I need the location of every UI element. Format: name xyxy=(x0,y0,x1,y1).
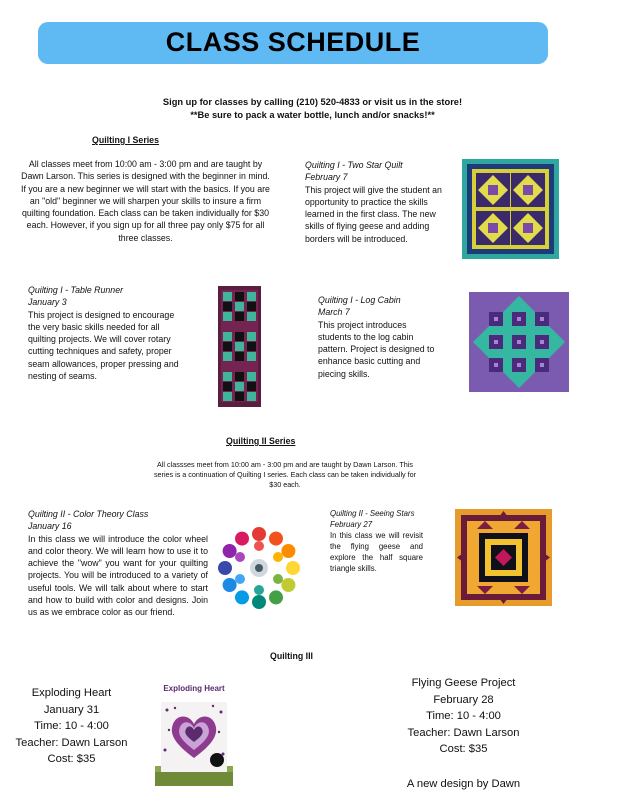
flying-geese-note: A new design by Dawn xyxy=(406,778,521,790)
signup-info xyxy=(100,96,525,122)
class-description: In this class we will revisit the flying geese and explore the half square triangle skills. xyxy=(330,531,423,573)
image-caption: Exploding Heart xyxy=(163,684,225,693)
class-date: January 31 xyxy=(43,703,100,716)
class-title: Quilting II - Color Theory Class xyxy=(28,509,149,519)
class-time: Time: 10 - 4:00 xyxy=(34,720,109,732)
quilting-1-intro: All classes meet from 10:00 am - 3:00 pm and are taught by Dawn Larson. This series is designed with the beginner in mind. If you are a new beginner we will start with the basics. If you are an "old" beginner we will sharpen your skills to insure a firm quilting foundation. Each class can be taken individually for $30 each. However, if you sign up for all three pay only $75 for all three classes. xyxy=(21,159,270,243)
class-description: This project introduces students to the log cabin pattern. Project is designed to enhance basic cutting and piecing skills. xyxy=(318,319,435,379)
class-teacher: Teacher: Dawn Larson xyxy=(407,726,520,739)
exploding-heart-image xyxy=(155,680,233,786)
exploding-heart-info xyxy=(4,685,139,768)
class-date: February 28 xyxy=(433,693,494,706)
log-cabin-image xyxy=(469,292,569,392)
class-title: Quilting I - Two Star Quilt xyxy=(305,160,403,170)
class-log-cabin xyxy=(318,294,440,380)
seeing-stars-image xyxy=(455,509,552,606)
class-description: This project is designed to encourage the very basic skills needed for all quilting projects. We will cover rotary cutting techniques and safety, proper seam allowances, proper pressing and nesting of seams. xyxy=(28,309,179,382)
class-date: March 7 xyxy=(318,307,350,318)
quilting-2-heading: Quilting II Series xyxy=(226,436,296,446)
class-date: February 27 xyxy=(330,520,373,529)
class-cost: Cost: $35 xyxy=(439,743,488,755)
class-cost: Cost: $35 xyxy=(47,753,96,765)
class-time: Time: 10 - 4:00 xyxy=(426,710,501,722)
class-table-runner xyxy=(28,284,188,382)
page-title: CLASS SCHEDULE xyxy=(38,22,548,64)
class-seeing-stars xyxy=(330,508,423,574)
two-star-quilt-image xyxy=(462,159,559,259)
class-teacher: Teacher: Dawn Larson xyxy=(15,736,128,749)
class-two-star xyxy=(305,159,455,245)
class-date: January 3 xyxy=(28,297,67,308)
flying-geese-info xyxy=(396,675,531,758)
class-date: February 7 xyxy=(305,172,348,183)
quilting-2-intro: All classses meet from 10:00 am - 3:00 pm and are taught by Dawn Larson. This series is a continuation of Quilting I series. Each class can be taken individually for $30 each. xyxy=(153,460,417,489)
class-title: Exploding Heart xyxy=(31,687,112,699)
quilting-3-heading: Quilting III xyxy=(270,651,314,661)
class-title: Quilting II - Seeing Stars xyxy=(330,509,415,518)
quilting-1-heading: Quilting I Series xyxy=(92,135,159,145)
signup-note: **Be sure to pack a water bottle, lunch and/or snacks!** xyxy=(190,110,435,120)
class-date: January 16 xyxy=(28,521,72,532)
signup-line: Sign up for classes by calling (210) 520-4833 or visit us in the store! xyxy=(162,97,463,107)
table-runner-image xyxy=(218,286,261,407)
class-title: Quilting I - Log Cabin xyxy=(318,295,401,305)
class-description: In this class we will introduce the color wheel and color theory. We will learn how to use it to achieve the "wow" you want for your quilting projects. You will be introduced to a variety of useful tools. We will talk about where to start and how to build with color and designs. Join us as we embrace color as our friend. xyxy=(28,533,208,618)
class-color-theory xyxy=(28,508,208,619)
color-wheel-image xyxy=(218,527,300,609)
class-title: Flying Geese Project xyxy=(411,677,516,689)
class-title: Quilting I - Table Runner xyxy=(28,285,124,295)
class-description: This project will give the student an opportunity to practice the skills learned in the first class. The new skills of flying geese and adding borders will be introduced. xyxy=(305,184,442,244)
